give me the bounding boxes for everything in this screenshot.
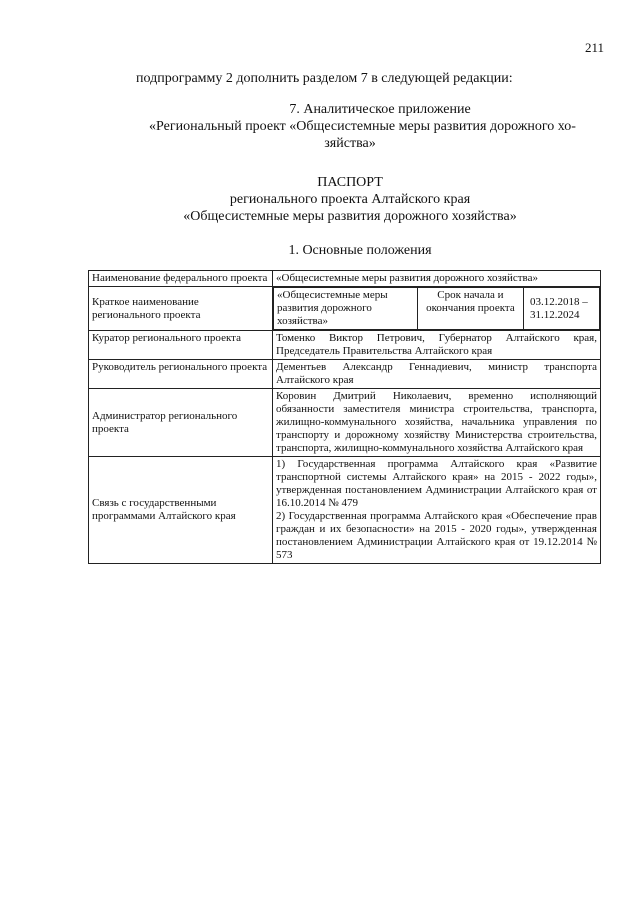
table-value: Томенко Виктор Петрович, Губернатор Алтайского края, Председатель Правительства Алтайского края	[273, 331, 601, 360]
passport-heading	[90, 174, 610, 225]
table-row	[89, 331, 601, 360]
passport-project-name: «Общесистемные меры развития дорожного хозяйства»	[183, 209, 517, 224]
table-row	[89, 271, 601, 287]
program-2: 2) Государственная программа Алтайского края «Обеспечение прав граждан и их безопасности» на 2015 - 2020 годы», утвержденная постановлением Администрации Алтайского края от 19.12.2014 № 573	[276, 510, 597, 561]
short-name-subtable	[273, 287, 600, 330]
passport-title: ПАСПОРТ	[317, 175, 383, 190]
table-label: Наименование федерального проекта	[89, 271, 273, 287]
table-label: Краткое наименование регионального проекта	[89, 287, 273, 331]
term-label: Срок начала и окончания проекта	[417, 288, 523, 330]
table-value: Коровин Дмитрий Николаевич, временно исполняющий обязанности заместителя министра строительства, транспорта, жилищно-коммунального хозяйства, начальника управления по транспорту и дорожному хозяйству Министерства строительства, транспорта, жилищно-коммунального хозяйства Алтайского края	[273, 389, 601, 457]
section-title-line-1: 7. Аналитическое приложение	[289, 102, 471, 117]
table-label: Связь с государственными программами Алтайского края	[89, 457, 273, 564]
table-value: «Общесистемные меры развития дорожного хозяйства»	[273, 271, 601, 287]
table-row	[89, 360, 601, 389]
subheading: 1. Основные положения	[288, 243, 432, 258]
table-row	[89, 389, 601, 457]
passport-table	[88, 270, 601, 564]
term-value: 03.12.2018 – 31.12.2024	[523, 288, 599, 330]
table-value	[273, 457, 601, 564]
passport-subtitle: регионального проекта Алтайского края	[229, 192, 471, 207]
program-1: 1) Государственная программа Алтайского края «Развитие транспортной системы Алтайского края» на 2015 - 2022 годы», утвержденная постановлением Администрации Алтайского края от 16.10.2014 № 479	[276, 458, 597, 509]
intro-text: подпрограмму 2 дополнить разделом 7 в следующей редакции:	[136, 71, 513, 86]
table-label: Администратор регионального проекта	[89, 389, 273, 457]
table-label: Куратор регионального проекта	[89, 331, 273, 360]
page-number: 211	[585, 40, 605, 55]
table-value	[273, 287, 601, 331]
section-title-line-3: зяйства»	[324, 136, 376, 151]
table-row	[89, 457, 601, 564]
short-name-value: «Общесистемные меры развития дорожного хозяйства»	[274, 288, 418, 330]
section-title	[90, 101, 610, 152]
table-label: Руководитель регионального проекта	[89, 360, 273, 389]
table-row	[89, 287, 601, 331]
table-value: Дементьев Александр Геннадиевич, министр транспорта Алтайского края	[273, 360, 601, 389]
section-title-line-2: «Региональный проект «Общесистемные меры развития дорожного хо-	[149, 119, 576, 134]
